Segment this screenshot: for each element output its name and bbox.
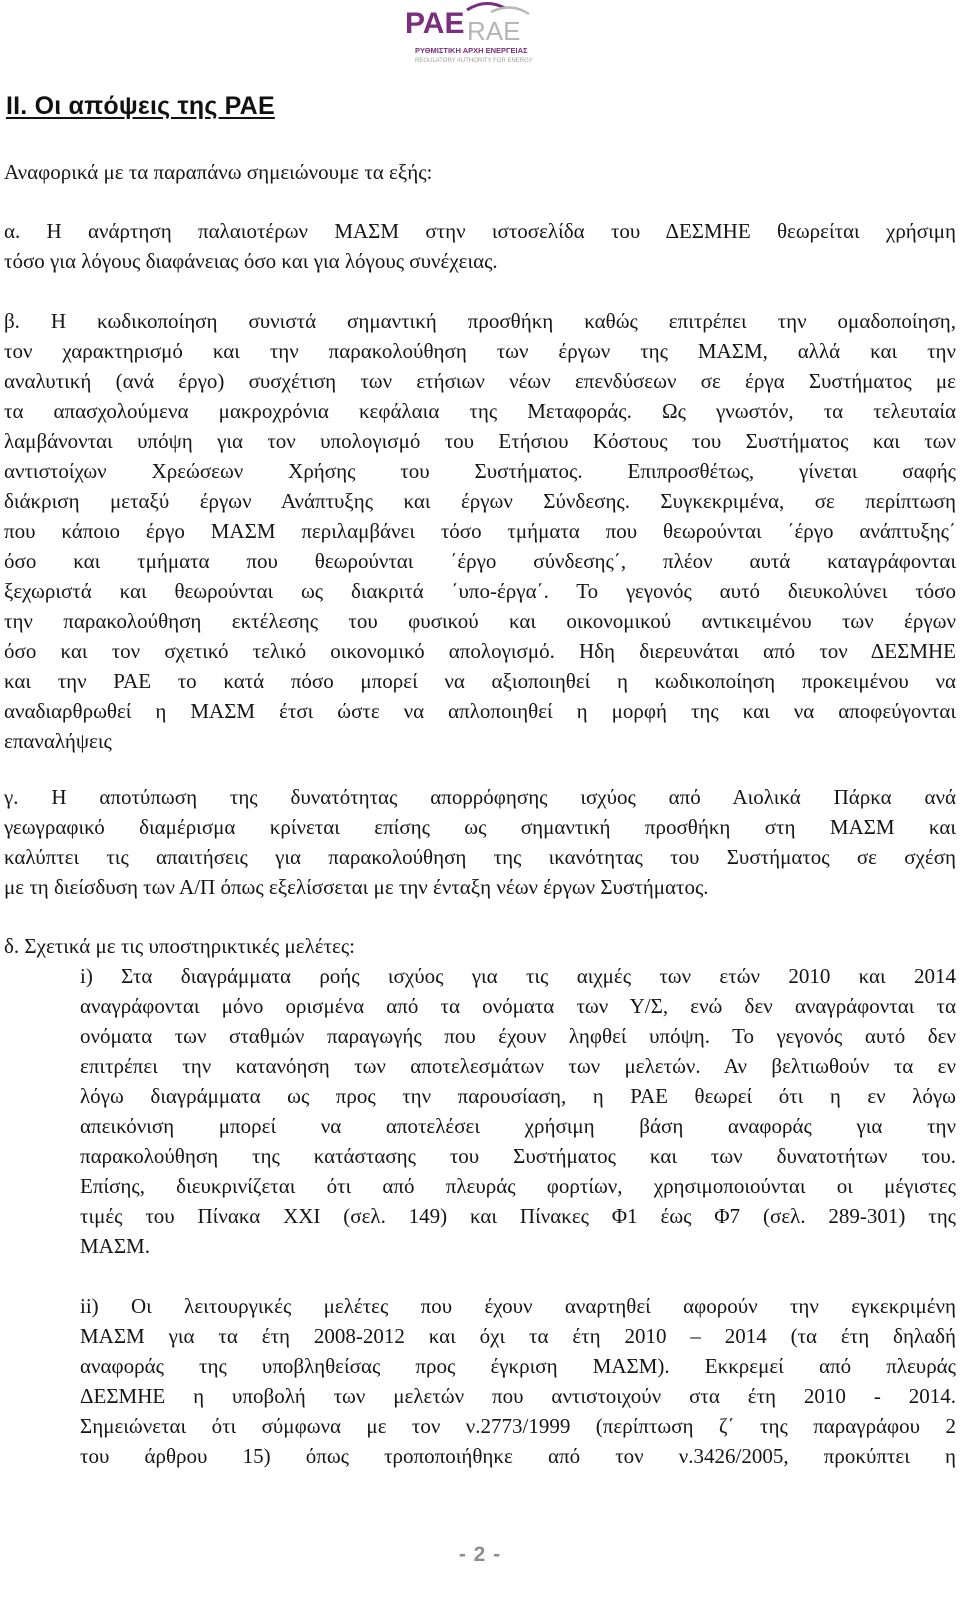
text-line: α. Η ανάρτηση παλαιοτέρων ΜΑΣΜ στην ιστοσελίδα του ΔΕΣΜΗΕ θεωρείται χρήσιμη (4, 219, 956, 243)
text-line: και την ΡΑΕ το κατά πόσο μπορεί να αξιοποιηθεί η κωδικοποίηση προκειμένου να (4, 669, 956, 693)
text-line: ονόματα των σταθμών παραγωγής που έχουν ληφθεί υπόψη. Το γεγονός αυτό δεν (80, 1024, 956, 1048)
text-line: γ. Η αποτύπωση της δυνατότητας απορρόφησης ισχύος από Αιολικά Πάρκα ανά (4, 785, 956, 809)
text-line: ξεχωριστά και θεωρούνται ως διακριτά ΄υπο-έργα΄. Το γεγονός αυτό διευκολύνει τόσο (4, 579, 956, 603)
paragraph-b (4, 306, 956, 756)
text-line: διάκριση μεταξύ έργων Ανάπτυξης και έργων Σύνδεσης. Συγκεκριμένα, σε περίπτωση (4, 489, 956, 513)
text-line: λόγω διαγράμματα ως προς την παρουσίαση, η ΡΑΕ θεωρεί ότι η εν λόγω (80, 1084, 956, 1108)
svg-text:REGULATORY AUTHORITY FOR ENERG: REGULATORY AUTHORITY FOR ENERGY (415, 58, 533, 64)
text-line: που κάποιο έργο ΜΑΣΜ περιλαμβάνει τόσο τμήματα που θεωρούνται ΄έργο ανάπτυξης΄ (4, 519, 956, 543)
text-line: παρακολούθηση της κατάστασης του Συστήματος και των δυνατοτήτων του. (80, 1144, 956, 1168)
text-line: αναλυτική (ανά έργο) συσχέτιση των ετήσιων νέων επενδύσεων σε έργα Συστήματος με (4, 369, 956, 393)
text-line: ΜΑΣΜ. (80, 1234, 150, 1258)
text-line: ii) Οι λειτουργικές μελέτες που έχουν αναρτηθεί αφορούν την εγκεκριμένη (80, 1294, 956, 1318)
text-line: του άρθρου 15) όπως τροποποιήθηκε από τον ν.3426/2005, προκύπτει η (80, 1444, 956, 1468)
rae-logo-icon (405, 0, 565, 70)
text-line: ΔΕΣΜΗΕ η υποβολή των μελετών που αντιστοιχούν στα έτη 2010 - 2014. (80, 1384, 956, 1408)
text-line: Σημειώνεται ότι σύμφωνα με τον ν.2773/1999 (περίπτωση ζ΄ της παραγράφου 2 (80, 1414, 956, 1438)
text-line: αναδιαρθρωθεί η ΜΑΣΜ έτσι ώστε να απλοποιηθεί η μορφή της και να αποφεύγονται (4, 699, 956, 723)
svg-text:RAE: RAE (467, 16, 521, 46)
text-line: αναφοράς της υποβληθείσας προς έγκριση ΜΑΣΜ). Εκκρεμεί από πλευράς (80, 1354, 956, 1378)
text-line: λαμβάνονται υπόψη για τον υπολογισμό του Ετήσιου Κόστους του Συστήματος και των (4, 429, 956, 453)
svg-text:ΡΥΘΜΙΣΤΙΚΗ ΑΡΧΗ ΕΝΕΡΓΕΙΑΣ: ΡΥΘΜΙΣΤΙΚΗ ΑΡΧΗ ΕΝΕΡΓΕΙΑΣ (415, 46, 528, 55)
text-line: επαναλήψεις (4, 729, 112, 753)
paragraph-d-i (80, 961, 956, 1261)
text-line: τον χαρακτηρισμό και την παρακολούθηση των έργων της ΜΑΣΜ, αλλά και την (4, 339, 956, 363)
paragraph-c (4, 782, 956, 902)
text-line: i) Στα διαγράμματα ροής ισχύος για τις αιχμές των ετών 2010 και 2014 (80, 964, 956, 988)
text-line: αντιστοίχων Χρεώσεων Χρήσης του Συστήματος. Επιπροσθέτως, γίνεται σαφής (4, 459, 956, 483)
intro-text: Αναφορικά με τα παραπάνω σημειώνουμε τα εξής: (4, 160, 433, 184)
text-line: Επίσης, διευκρινίζεται ότι από πλευράς φορτίων, χρησιμοποιούνται οι μέγιστες (80, 1174, 956, 1198)
text-line: γεωγραφικό διαμέρισμα κρίνεται επίσης ως σημαντική προσθήκη στη ΜΑΣΜ και (4, 815, 956, 839)
text-line: τόσο για λόγους διαφάνειας όσο και για λόγους συνέχειας. (4, 249, 498, 273)
svg-text:PAE: PAE (405, 7, 465, 40)
text-line: καλύπτει τις απαιτήσεις για παρακολούθηση της ικανότητας του Συστήματος σε σχέση (4, 845, 956, 869)
text-line: τιμές του Πίνακα XXI (σελ. 149) και Πίνακες Φ1 έως Φ7 (σελ. 289-301) της (80, 1204, 956, 1228)
page-number: - 2 - (458, 1543, 502, 1566)
section-title: ΙΙ. Οι απόψεις της ΡΑΕ (6, 92, 275, 120)
paragraph-d-title: δ. Σχετικά με τις υποστηρικτικές μελέτες: (4, 934, 355, 958)
text-line: τα απασχολούμενα μακροχρόνια κεφάλαια της Μεταφοράς. Ως γνωστόν, τα τελευταία (4, 399, 956, 423)
text-line: όσο και τμήματα που θεωρούνται ΄έργο σύνδεσης΄, πλέον αυτά καταγράφονται (4, 549, 956, 573)
paragraph-a (4, 216, 956, 276)
text-line: την παρακολούθηση εκτέλεσης του φυσικού και οικονομικού αντικειμένου των έργων (4, 609, 956, 633)
text-line: με τη διείσδυση των Α/Π όπως εξελίσσεται με την ένταξη νέων έργων Συστήματος. (4, 875, 709, 899)
text-line: αναγράφονται μόνο ορισμένα από τα ονόματα των Υ/Σ, ενώ δεν αναγράφονται τα (80, 994, 956, 1018)
paragraph-d-ii (80, 1291, 956, 1471)
rae-logo (405, 0, 565, 70)
text-line: όσο και τον σχετικό τελικό οικονομικό απολογισμό. Ηδη διερευνάται από τον ΔΕΣΜΗΕ (4, 639, 956, 663)
text-line: ΜΑΣΜ για τα έτη 2008-2012 και όχι τα έτη 2010 – 2014 (τα έτη δηλαδή (80, 1324, 956, 1348)
text-line: επιτρέπει την κατανόηση των αποτελεσμάτων των μελετών. Αν βελτιωθούν τα εν (80, 1054, 956, 1078)
text-line: απεικόνιση μπορεί να αποτελέσει χρήσιμη βάση αναφοράς για την (80, 1114, 956, 1138)
text-line: β. Η κωδικοποίηση συνιστά σημαντική προσθήκη καθώς επιτρέπει την ομαδοποίηση, (4, 309, 956, 333)
